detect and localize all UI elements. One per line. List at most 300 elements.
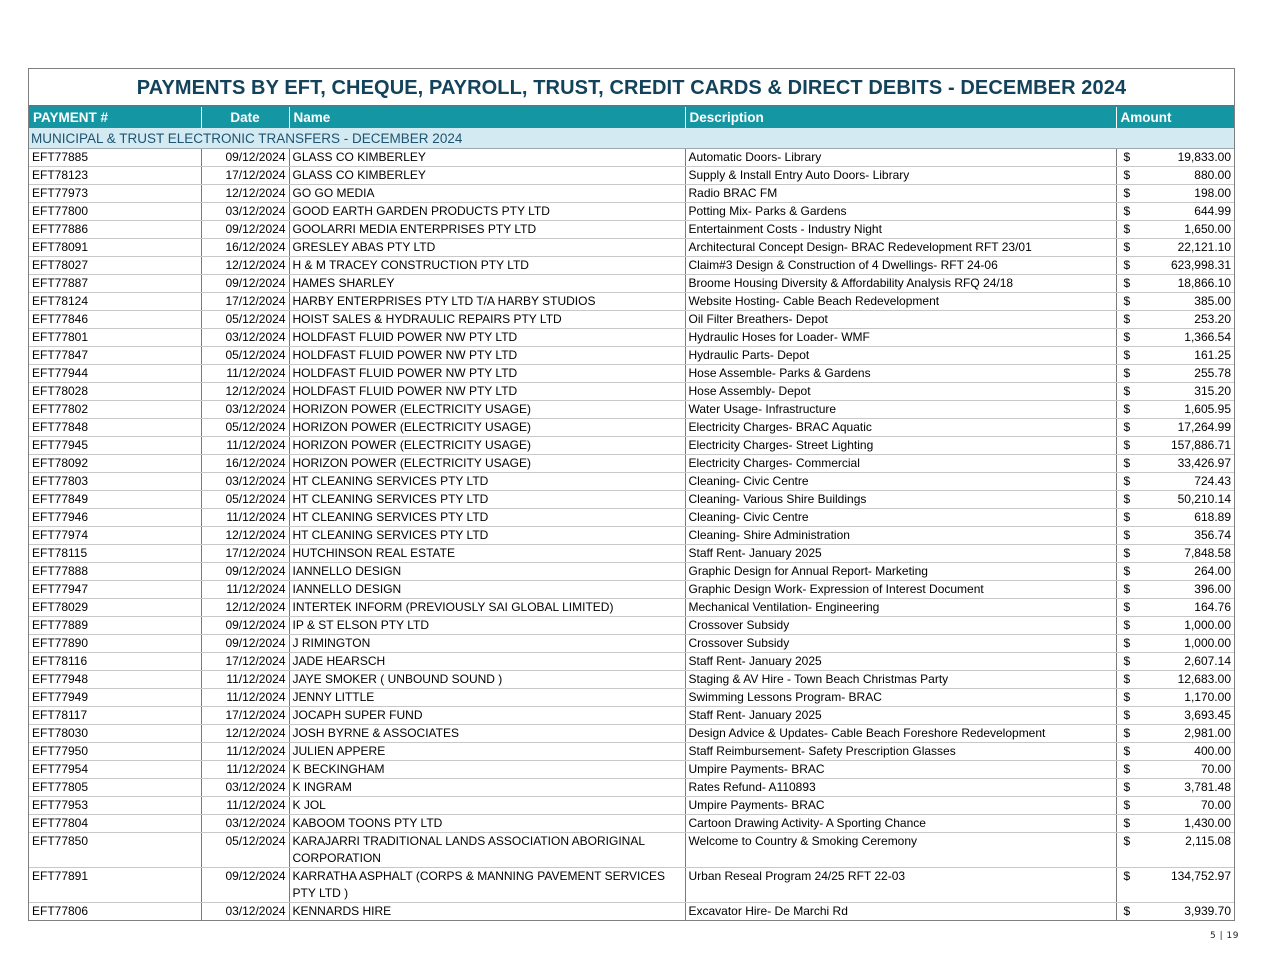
currency-symbol: $ — [1123, 348, 1131, 362]
date-cell: 12/12/2024 — [201, 257, 289, 275]
amount-value: 2,607.14 — [1184, 654, 1231, 668]
date-cell: 12/12/2024 — [201, 383, 289, 401]
description-cell: Hydraulic Hoses for Loader- WMF — [685, 329, 1116, 347]
payment-cell: EFT78091 — [29, 239, 201, 257]
amount-value: 2,115.08 — [1185, 834, 1231, 848]
date-cell: 05/12/2024 — [201, 419, 289, 437]
description-cell: Water Usage- Infrastructure — [685, 401, 1116, 419]
amount-cell — [1116, 311, 1234, 329]
amount-cell — [1116, 185, 1234, 203]
table-row — [29, 473, 1234, 491]
description-cell: Cleaning- Shire Administration — [685, 527, 1116, 545]
name-cell: H & M TRACEY CONSTRUCTION PTY LTD — [289, 257, 685, 275]
date-cell: 09/12/2024 — [201, 868, 289, 903]
table-body — [29, 128, 1234, 920]
currency-symbol: $ — [1123, 690, 1131, 704]
amount-value: 7,848.58 — [1184, 546, 1231, 560]
currency-symbol: $ — [1123, 402, 1131, 416]
name-cell: JENNY LITTLE — [289, 689, 685, 707]
date-cell: 17/12/2024 — [201, 545, 289, 563]
col-header-description: Description — [685, 107, 1116, 128]
payment-cell: EFT77948 — [29, 671, 201, 689]
amount-cell — [1116, 671, 1234, 689]
amount-cell — [1116, 149, 1234, 167]
amount-value: 134,752.97 — [1170, 869, 1231, 883]
name-cell: HOIST SALES & HYDRAULIC REPAIRS PTY LTD — [289, 311, 685, 329]
payment-cell: EFT77944 — [29, 365, 201, 383]
date-cell: 09/12/2024 — [201, 635, 289, 653]
date-cell: 11/12/2024 — [201, 671, 289, 689]
date-cell: 16/12/2024 — [201, 455, 289, 473]
table-row — [29, 743, 1234, 761]
description-cell: Broome Housing Diversity & Affordability Analysis RFQ 24/18 — [685, 275, 1116, 293]
description-cell: Hose Assembly- Depot — [685, 383, 1116, 401]
description-cell: Cleaning- Various Shire Buildings — [685, 491, 1116, 509]
currency-symbol: $ — [1123, 276, 1131, 290]
amount-value: 400.00 — [1194, 744, 1231, 758]
amount-value: 70.00 — [1200, 798, 1231, 812]
payment-cell: EFT77805 — [29, 779, 201, 797]
amount-value: 724.43 — [1194, 474, 1231, 488]
description-cell: Automatic Doors- Library — [685, 149, 1116, 167]
table-row — [29, 347, 1234, 365]
name-cell: JOSH BYRNE & ASSOCIATES — [289, 725, 685, 743]
table-row — [29, 257, 1234, 275]
name-cell: HT CLEANING SERVICES PTY LTD — [289, 491, 685, 509]
amount-cell — [1116, 527, 1234, 545]
currency-symbol: $ — [1123, 904, 1131, 918]
currency-symbol: $ — [1123, 204, 1131, 218]
page-number: 5 | 19 — [1210, 931, 1239, 941]
table-header-row — [29, 107, 1234, 128]
date-cell: 05/12/2024 — [201, 347, 289, 365]
date-cell: 11/12/2024 — [201, 509, 289, 527]
col-header-name: Name — [289, 107, 685, 128]
amount-value: 3,939.70 — [1184, 904, 1231, 918]
name-cell: JADE HEARSCH — [289, 653, 685, 671]
description-cell: Staff Rent- January 2025 — [685, 707, 1116, 725]
description-cell: Swimming Lessons Program- BRAC — [685, 689, 1116, 707]
payment-cell: EFT77885 — [29, 149, 201, 167]
name-cell: HT CLEANING SERVICES PTY LTD — [289, 527, 685, 545]
table-row — [29, 635, 1234, 653]
name-cell: J RIMINGTON — [289, 635, 685, 653]
date-cell: 09/12/2024 — [201, 617, 289, 635]
name-cell: HOLDFAST FLUID POWER NW PTY LTD — [289, 329, 685, 347]
date-cell: 17/12/2024 — [201, 653, 289, 671]
name-cell: KARRATHA ASPHALT (CORPS & MANNING PAVEMENT SERVICES PTY LTD ) — [289, 868, 685, 903]
currency-symbol: $ — [1123, 330, 1131, 344]
payment-cell: EFT78116 — [29, 653, 201, 671]
table-row — [29, 527, 1234, 545]
payment-cell: EFT77891 — [29, 868, 201, 903]
description-cell: Hydraulic Parts- Depot — [685, 347, 1116, 365]
description-cell: Cleaning- Civic Centre — [685, 509, 1116, 527]
currency-symbol: $ — [1123, 726, 1131, 740]
payment-cell: EFT77803 — [29, 473, 201, 491]
amount-value: 644.99 — [1194, 204, 1231, 218]
amount-value: 1,366.54 — [1184, 330, 1231, 344]
amount-cell — [1116, 868, 1234, 903]
amount-cell — [1116, 167, 1234, 185]
amount-value: 164.76 — [1194, 600, 1231, 614]
table-row — [29, 725, 1234, 743]
date-cell: 17/12/2024 — [201, 293, 289, 311]
description-cell: Design Advice & Updates- Cable Beach Foreshore Redevelopment — [685, 725, 1116, 743]
date-cell: 03/12/2024 — [201, 815, 289, 833]
currency-symbol: $ — [1123, 762, 1131, 776]
currency-symbol: $ — [1123, 636, 1131, 650]
currency-symbol: $ — [1123, 474, 1131, 488]
table-row — [29, 401, 1234, 419]
currency-symbol: $ — [1123, 312, 1131, 326]
currency-symbol: $ — [1123, 564, 1131, 578]
description-cell: Electricity Charges- BRAC Aquatic — [685, 419, 1116, 437]
amount-value: 3,693.45 — [1184, 708, 1231, 722]
date-cell: 09/12/2024 — [201, 563, 289, 581]
description-cell: Staff Rent- January 2025 — [685, 545, 1116, 563]
amount-cell — [1116, 221, 1234, 239]
table-row — [29, 599, 1234, 617]
name-cell: HARBY ENTERPRISES PTY LTD T/A HARBY STUDIOS — [289, 293, 685, 311]
payment-cell: EFT77804 — [29, 815, 201, 833]
amount-value: 12,683.00 — [1177, 672, 1231, 686]
description-cell: Staging & AV Hire - Town Beach Christmas Party — [685, 671, 1116, 689]
name-cell: HT CLEANING SERVICES PTY LTD — [289, 473, 685, 491]
date-cell: 03/12/2024 — [201, 779, 289, 797]
table-row — [29, 293, 1234, 311]
payment-cell: EFT78030 — [29, 725, 201, 743]
name-cell: IANNELLO DESIGN — [289, 563, 685, 581]
date-cell: 11/12/2024 — [201, 365, 289, 383]
table-row — [29, 203, 1234, 221]
table-row — [29, 797, 1234, 815]
payment-cell: EFT77888 — [29, 563, 201, 581]
table-row — [29, 903, 1234, 921]
currency-symbol: $ — [1123, 384, 1131, 398]
payment-cell: EFT77945 — [29, 437, 201, 455]
table-row — [29, 311, 1234, 329]
date-cell: 11/12/2024 — [201, 581, 289, 599]
amount-cell — [1116, 761, 1234, 779]
amount-value: 157,886.71 — [1170, 438, 1231, 452]
table-row — [29, 491, 1234, 509]
amount-value: 18,866.10 — [1177, 276, 1231, 290]
date-cell: 11/12/2024 — [201, 689, 289, 707]
name-cell: GRESLEY ABAS PTY LTD — [289, 239, 685, 257]
amount-value: 880.00 — [1194, 168, 1231, 182]
currency-symbol: $ — [1123, 582, 1131, 596]
name-cell: HORIZON POWER (ELECTRICITY USAGE) — [289, 401, 685, 419]
amount-value: 50,210.14 — [1177, 492, 1231, 506]
section-row — [29, 128, 1234, 149]
section-title: MUNICIPAL & TRUST ELECTRONIC TRANSFERS - DECEMBER 2024 — [29, 128, 1234, 149]
description-cell: Umpire Payments- BRAC — [685, 761, 1116, 779]
payment-cell: EFT77947 — [29, 581, 201, 599]
description-cell: Welcome to Country & Smoking Ceremony — [685, 833, 1116, 868]
amount-cell — [1116, 491, 1234, 509]
amount-cell — [1116, 257, 1234, 275]
table-row — [29, 545, 1234, 563]
amount-cell — [1116, 437, 1234, 455]
name-cell: HT CLEANING SERVICES PTY LTD — [289, 509, 685, 527]
name-cell: HOLDFAST FLUID POWER NW PTY LTD — [289, 365, 685, 383]
amount-value: 356.74 — [1194, 528, 1231, 542]
currency-symbol: $ — [1123, 492, 1131, 506]
table-row — [29, 689, 1234, 707]
name-cell: KABOOM TOONS PTY LTD — [289, 815, 685, 833]
name-cell: GO GO MEDIA — [289, 185, 685, 203]
col-header-date: Date — [201, 107, 289, 128]
amount-cell — [1116, 635, 1234, 653]
payment-cell: EFT77953 — [29, 797, 201, 815]
table-row — [29, 149, 1234, 167]
amount-cell — [1116, 833, 1234, 868]
currency-symbol: $ — [1123, 618, 1131, 632]
payments-table — [29, 107, 1234, 920]
amount-value: 2,981.00 — [1184, 726, 1231, 740]
currency-symbol: $ — [1123, 420, 1131, 434]
amount-value: 255.78 — [1194, 366, 1231, 380]
currency-symbol: $ — [1123, 240, 1131, 254]
table-row — [29, 653, 1234, 671]
payment-cell: EFT78123 — [29, 167, 201, 185]
amount-cell — [1116, 545, 1234, 563]
amount-cell — [1116, 653, 1234, 671]
table-row — [29, 239, 1234, 257]
name-cell: GLASS CO KIMBERLEY — [289, 149, 685, 167]
name-cell: HORIZON POWER (ELECTRICITY USAGE) — [289, 455, 685, 473]
currency-symbol: $ — [1123, 816, 1131, 830]
amount-cell — [1116, 743, 1234, 761]
amount-value: 22,121.10 — [1177, 240, 1231, 254]
date-cell: 05/12/2024 — [201, 491, 289, 509]
payment-cell: EFT77950 — [29, 743, 201, 761]
currency-symbol: $ — [1123, 654, 1131, 668]
table-row — [29, 509, 1234, 527]
amount-cell — [1116, 293, 1234, 311]
date-cell: 12/12/2024 — [201, 599, 289, 617]
amount-cell — [1116, 329, 1234, 347]
amount-cell — [1116, 473, 1234, 491]
amount-cell — [1116, 563, 1234, 581]
report-title: PAYMENTS BY EFT, CHEQUE, PAYROLL, TRUST, CREDIT CARDS & DIRECT DEBITS - DECEMBER 2024 — [29, 69, 1234, 107]
description-cell: Crossover Subsidy — [685, 617, 1116, 635]
name-cell: IANNELLO DESIGN — [289, 581, 685, 599]
description-cell: Mechanical Ventilation- Engineering — [685, 599, 1116, 617]
date-cell: 05/12/2024 — [201, 311, 289, 329]
table-row — [29, 167, 1234, 185]
description-cell: Cartoon Drawing Activity- A Sporting Chance — [685, 815, 1116, 833]
name-cell: JULIEN APPERE — [289, 743, 685, 761]
currency-symbol: $ — [1123, 780, 1131, 794]
description-cell: Potting Mix- Parks & Gardens — [685, 203, 1116, 221]
payment-cell: EFT78117 — [29, 707, 201, 725]
currency-symbol: $ — [1123, 222, 1131, 236]
name-cell: HOLDFAST FLUID POWER NW PTY LTD — [289, 347, 685, 365]
payment-cell: EFT77800 — [29, 203, 201, 221]
description-cell: Urban Reseal Program 24/25 RFT 22-03 — [685, 868, 1116, 903]
payment-cell: EFT77886 — [29, 221, 201, 239]
payment-cell: EFT77949 — [29, 689, 201, 707]
description-cell: Staff Rent- January 2025 — [685, 653, 1116, 671]
date-cell: 12/12/2024 — [201, 185, 289, 203]
amount-cell — [1116, 581, 1234, 599]
payment-cell: EFT77806 — [29, 903, 201, 921]
currency-symbol: $ — [1123, 294, 1131, 308]
payment-cell: EFT77848 — [29, 419, 201, 437]
payment-cell: EFT77849 — [29, 491, 201, 509]
currency-symbol: $ — [1123, 258, 1131, 272]
date-cell: 11/12/2024 — [201, 797, 289, 815]
amount-cell — [1116, 419, 1234, 437]
amount-value: 385.00 — [1194, 294, 1231, 308]
amount-cell — [1116, 599, 1234, 617]
col-header-amount: Amount — [1116, 107, 1234, 128]
description-cell: Oil Filter Breathers- Depot — [685, 311, 1116, 329]
payment-cell: EFT77973 — [29, 185, 201, 203]
amount-value: 17,264.99 — [1177, 420, 1231, 434]
amount-value: 19,833.00 — [1177, 150, 1231, 164]
payment-cell: EFT78027 — [29, 257, 201, 275]
currency-symbol: $ — [1123, 150, 1131, 164]
description-cell: Cleaning- Civic Centre — [685, 473, 1116, 491]
amount-cell — [1116, 203, 1234, 221]
date-cell: 03/12/2024 — [201, 903, 289, 921]
table-row — [29, 437, 1234, 455]
name-cell: HOLDFAST FLUID POWER NW PTY LTD — [289, 383, 685, 401]
amount-cell — [1116, 275, 1234, 293]
table-row — [29, 419, 1234, 437]
description-cell: Radio BRAC FM — [685, 185, 1116, 203]
name-cell: K JOL — [289, 797, 685, 815]
description-cell: Supply & Install Entry Auto Doors- Library — [685, 167, 1116, 185]
currency-symbol: $ — [1123, 456, 1131, 470]
amount-cell — [1116, 689, 1234, 707]
description-cell: Website Hosting- Cable Beach Redevelopment — [685, 293, 1116, 311]
table-row — [29, 868, 1234, 903]
name-cell: JOCAPH SUPER FUND — [289, 707, 685, 725]
description-cell: Architectural Concept Design- BRAC Redevelopment RFT 23/01 — [685, 239, 1116, 257]
payment-cell: EFT78028 — [29, 383, 201, 401]
table-row — [29, 275, 1234, 293]
amount-value: 1,430.00 — [1184, 816, 1231, 830]
amount-value: 623,998.31 — [1170, 258, 1231, 272]
date-cell: 03/12/2024 — [201, 329, 289, 347]
description-cell: Graphic Design Work- Expression of Interest Document — [685, 581, 1116, 599]
payment-cell: EFT77887 — [29, 275, 201, 293]
payment-cell: EFT78124 — [29, 293, 201, 311]
payment-cell: EFT77801 — [29, 329, 201, 347]
currency-symbol: $ — [1123, 834, 1131, 848]
table-row — [29, 761, 1234, 779]
table-row — [29, 185, 1234, 203]
table-row — [29, 455, 1234, 473]
table-row — [29, 563, 1234, 581]
name-cell: GLASS CO KIMBERLEY — [289, 167, 685, 185]
description-cell: Crossover Subsidy — [685, 635, 1116, 653]
name-cell: HUTCHINSON REAL ESTATE — [289, 545, 685, 563]
amount-cell — [1116, 617, 1234, 635]
payment-cell: EFT77954 — [29, 761, 201, 779]
amount-value: 161.25 — [1194, 348, 1231, 362]
name-cell: HORIZON POWER (ELECTRICITY USAGE) — [289, 419, 685, 437]
amount-value: 315.20 — [1194, 384, 1231, 398]
date-cell: 03/12/2024 — [201, 203, 289, 221]
amount-cell — [1116, 509, 1234, 527]
table-row — [29, 815, 1234, 833]
description-cell: Graphic Design for Annual Report- Marketing — [685, 563, 1116, 581]
amount-cell — [1116, 455, 1234, 473]
date-cell: 16/12/2024 — [201, 239, 289, 257]
date-cell: 17/12/2024 — [201, 167, 289, 185]
amount-cell — [1116, 707, 1234, 725]
payment-cell: EFT77846 — [29, 311, 201, 329]
description-cell: Electricity Charges- Street Lighting — [685, 437, 1116, 455]
date-cell: 03/12/2024 — [201, 401, 289, 419]
amount-value: 1,000.00 — [1184, 636, 1231, 650]
table-row — [29, 329, 1234, 347]
name-cell: INTERTEK INFORM (PREVIOUSLY SAI GLOBAL LIMITED) — [289, 599, 685, 617]
name-cell: KENNARDS HIRE — [289, 903, 685, 921]
currency-symbol: $ — [1123, 798, 1131, 812]
amount-value: 396.00 — [1194, 582, 1231, 596]
payment-cell: EFT77974 — [29, 527, 201, 545]
amount-value: 253.20 — [1194, 312, 1231, 326]
currency-symbol: $ — [1123, 438, 1131, 452]
description-cell: Umpire Payments- BRAC — [685, 797, 1116, 815]
description-cell: Electricity Charges- Commercial — [685, 455, 1116, 473]
amount-cell — [1116, 903, 1234, 921]
name-cell: GOOLARRI MEDIA ENTERPRISES PTY LTD — [289, 221, 685, 239]
table-row — [29, 707, 1234, 725]
date-cell: 11/12/2024 — [201, 743, 289, 761]
payment-cell: EFT77890 — [29, 635, 201, 653]
amount-cell — [1116, 815, 1234, 833]
amount-cell — [1116, 365, 1234, 383]
payment-cell: EFT78092 — [29, 455, 201, 473]
amount-value: 1,650.00 — [1184, 222, 1231, 236]
table-row — [29, 221, 1234, 239]
description-cell: Staff Reimbursement- Safety Prescription Glasses — [685, 743, 1116, 761]
currency-symbol: $ — [1123, 528, 1131, 542]
name-cell: JAYE SMOKER ( UNBOUND SOUND ) — [289, 671, 685, 689]
date-cell: 09/12/2024 — [201, 149, 289, 167]
table-row — [29, 383, 1234, 401]
name-cell: K INGRAM — [289, 779, 685, 797]
currency-symbol: $ — [1123, 672, 1131, 686]
date-cell: 11/12/2024 — [201, 761, 289, 779]
table-row — [29, 671, 1234, 689]
description-cell: Claim#3 Design & Construction of 4 Dwellings- RFT 24-06 — [685, 257, 1116, 275]
payment-cell: EFT77847 — [29, 347, 201, 365]
amount-value: 198.00 — [1194, 186, 1231, 200]
date-cell: 17/12/2024 — [201, 707, 289, 725]
currency-symbol: $ — [1123, 168, 1131, 182]
table-row — [29, 833, 1234, 868]
currency-symbol: $ — [1123, 366, 1131, 380]
table-row — [29, 617, 1234, 635]
amount-cell — [1116, 797, 1234, 815]
amount-cell — [1116, 779, 1234, 797]
currency-symbol: $ — [1123, 510, 1131, 524]
table-row — [29, 581, 1234, 599]
payment-cell: EFT77802 — [29, 401, 201, 419]
currency-symbol: $ — [1123, 600, 1131, 614]
name-cell: HORIZON POWER (ELECTRICITY USAGE) — [289, 437, 685, 455]
amount-value: 1,170.00 — [1184, 690, 1231, 704]
amount-value: 1,605.95 — [1184, 402, 1231, 416]
